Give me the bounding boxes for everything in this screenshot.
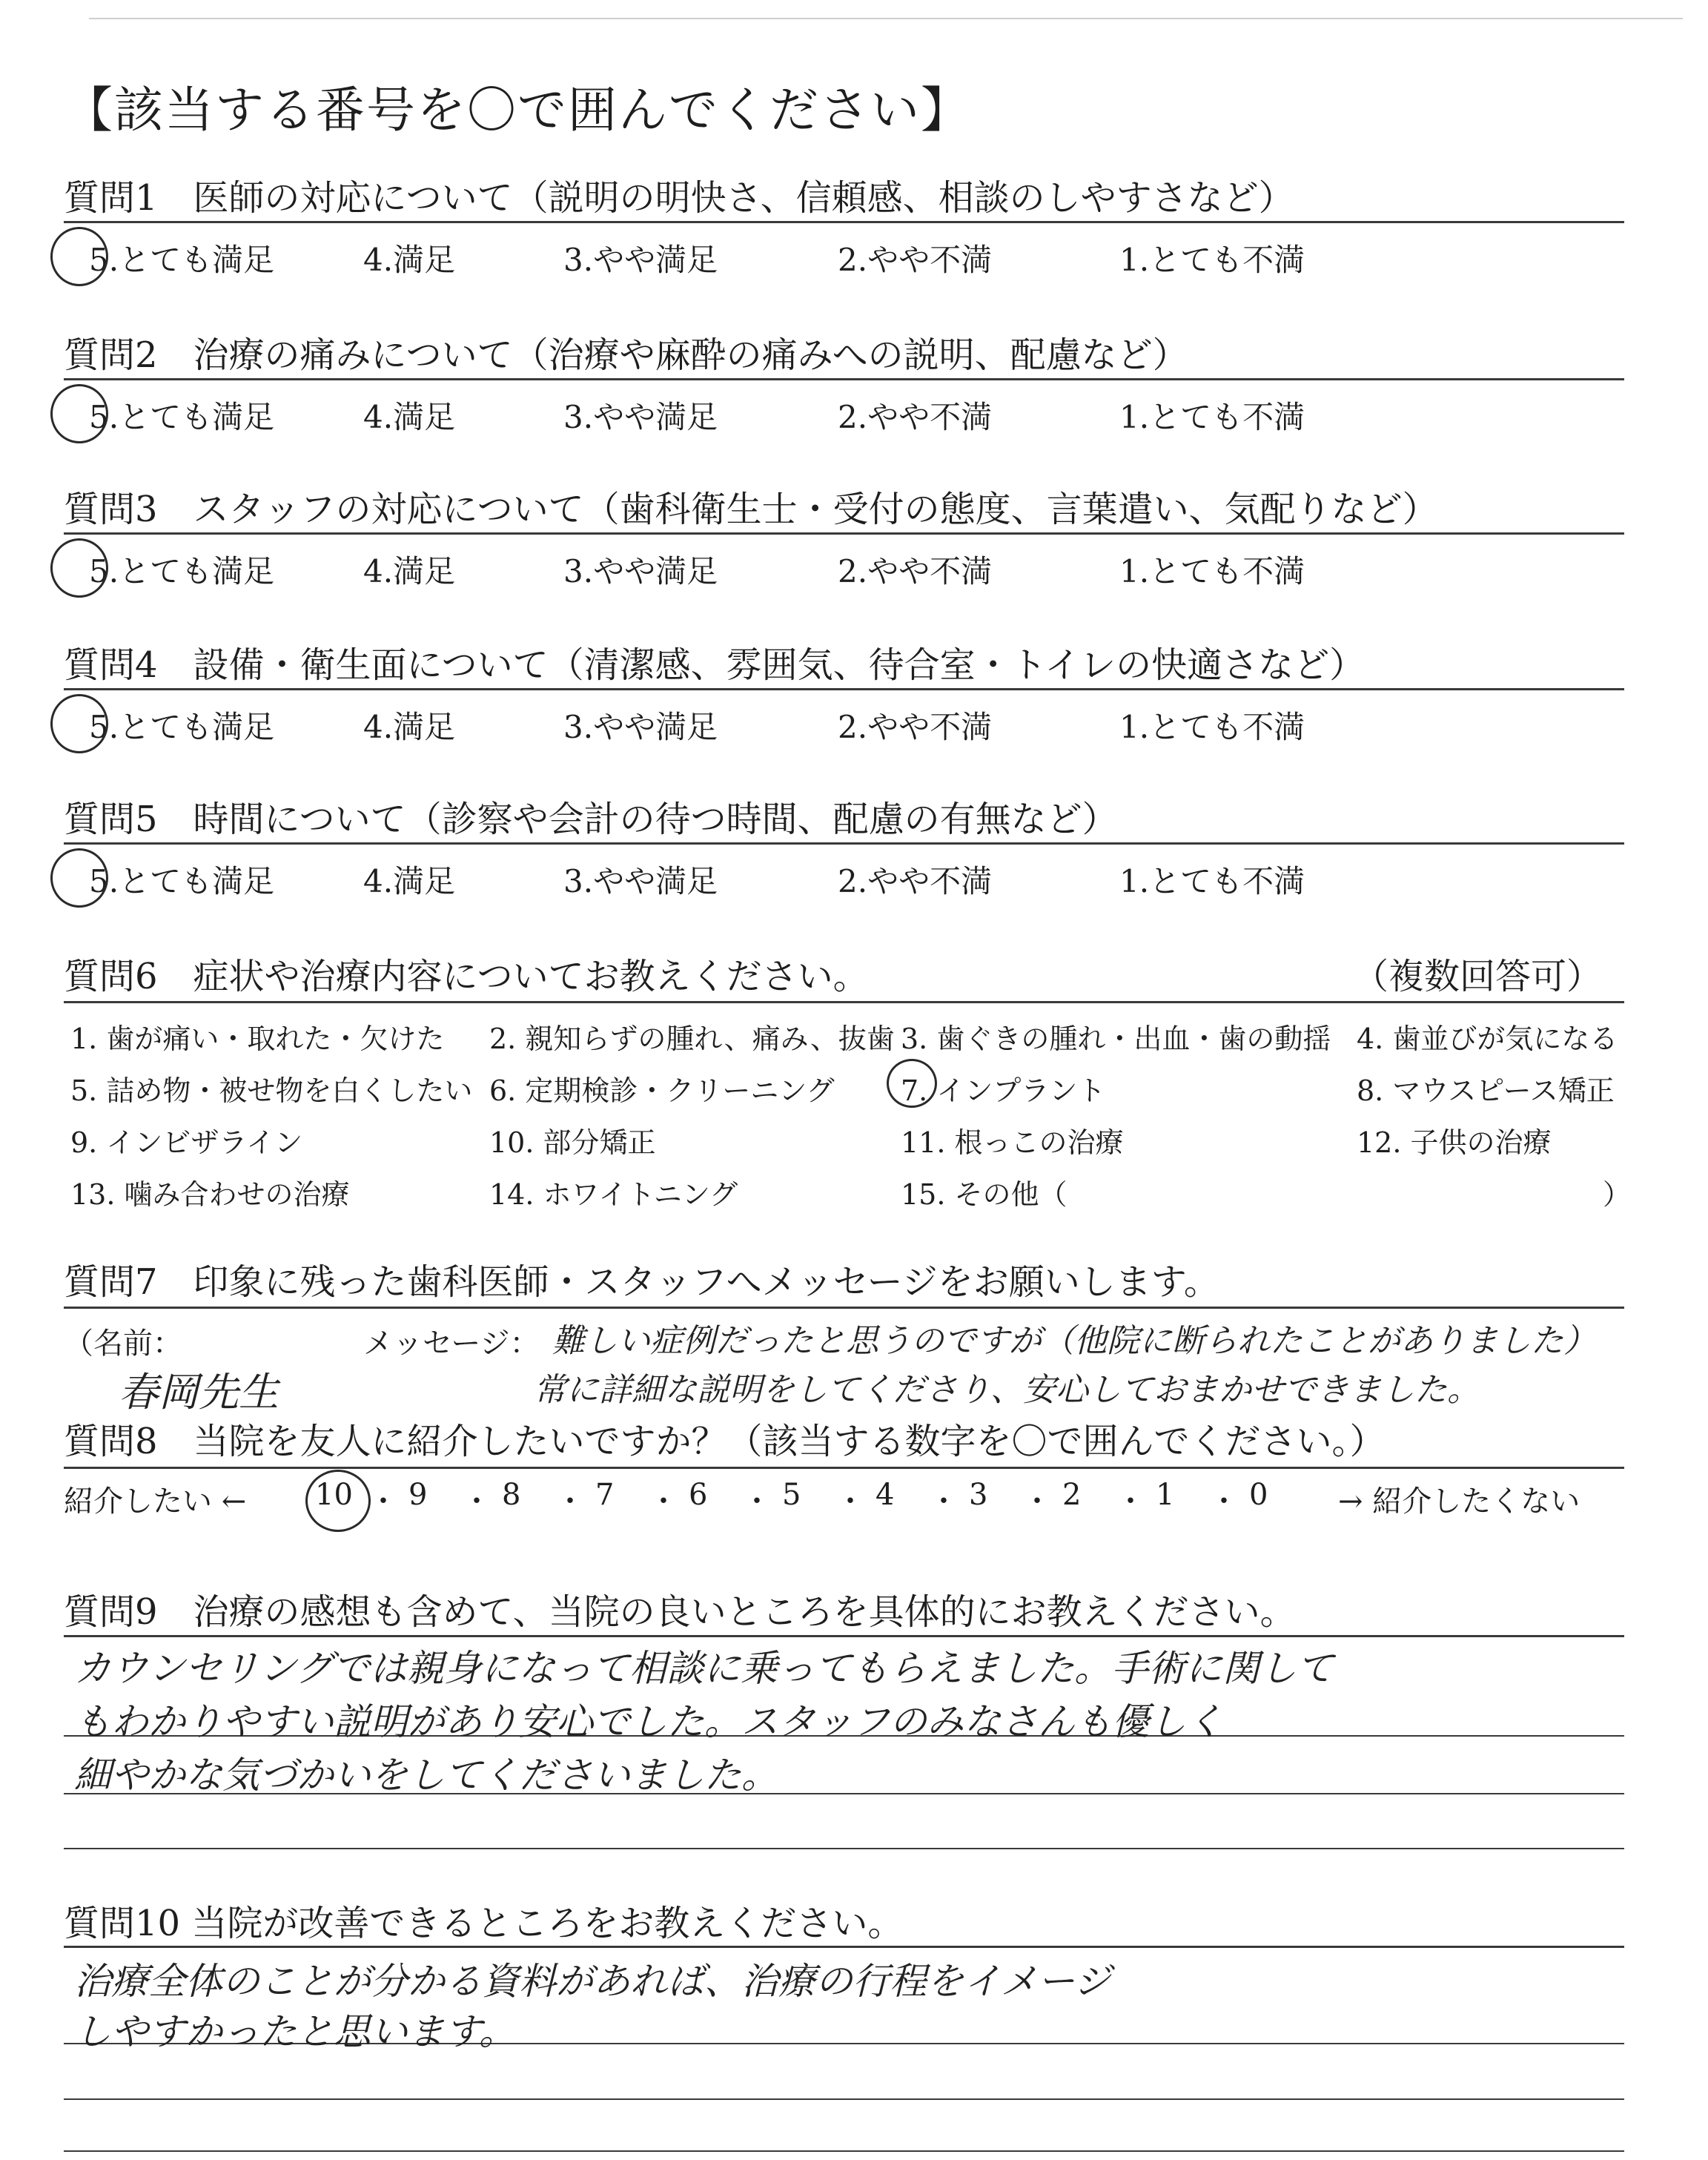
q6-option-6[interactable]: 6. 定期検診・クリーニング xyxy=(489,1074,835,1107)
q8-scale-6[interactable]: 6 xyxy=(689,1478,708,1512)
q9-title: 質問9 治療の感想も含めて、当院の良いところを具体的にお教えください。 xyxy=(64,1591,1296,1633)
q8-left-label: 紹介したい ← xyxy=(64,1484,247,1519)
q7-rule xyxy=(64,1307,1624,1309)
q5-rule xyxy=(64,842,1624,845)
q9-rule-4 xyxy=(64,1848,1624,1849)
q6-option-11[interactable]: 11. 根っこの治療 xyxy=(901,1126,1124,1159)
q9-answer-line-3[interactable]: 細やかな気づかいをしてくださいました。 xyxy=(74,1754,778,1797)
q9-answer-line-1[interactable]: カウンセリングでは親身になって相談に乗ってもらえました。手術に関して xyxy=(74,1647,1334,1690)
q1-title: 質問1 医師の対応について（説明の明快さ、信頼感、相談のしやすさなど） xyxy=(64,177,1294,219)
q5-title: 質問5 時間について（診察や会計の待つ時間、配慮の有無など） xyxy=(64,799,1118,840)
q7-name-value[interactable]: 春岡先生 xyxy=(119,1369,279,1416)
q8-scale-10[interactable]: 10 xyxy=(315,1478,353,1512)
q5-option-2[interactable]: 2.やや不満 xyxy=(838,863,993,899)
q8-separator: ・ xyxy=(929,1484,959,1519)
q8-title: 質問8 当院を友人に紹介したいですか？（該当する数字を〇で囲んでください。） xyxy=(64,1421,1386,1462)
q5-option-4[interactable]: 4.満足 xyxy=(363,863,456,899)
q4-option-5[interactable]: 5.とても満足 xyxy=(89,709,275,745)
q6-option-9[interactable]: 9. インビザライン xyxy=(70,1126,303,1159)
q3-rule xyxy=(64,532,1624,535)
page-heading: 【該当する番号を〇で囲んでください】 xyxy=(64,82,971,139)
q3-selected-circle[interactable] xyxy=(50,538,108,598)
q8-scale-1[interactable]: 1 xyxy=(1156,1478,1175,1512)
q10-answer-line-2[interactable]: しやすかったと思います。 xyxy=(74,2010,516,2053)
q3-option-2[interactable]: 2.やや不満 xyxy=(838,553,993,589)
q6-selected-circle[interactable] xyxy=(887,1059,937,1108)
q10-rule-3 xyxy=(64,2098,1624,2100)
q8-separator: ・ xyxy=(1022,1484,1052,1519)
q6-close-paren: ） xyxy=(1603,1178,1632,1211)
q1-selected-circle[interactable] xyxy=(50,227,108,286)
q10-rule-4 xyxy=(64,2150,1624,2152)
q4-option-4[interactable]: 4.満足 xyxy=(363,709,456,745)
q7-message-line1[interactable]: 難しい症例だったと思うのですが（他院に断られたことがありました） xyxy=(552,1322,1596,1360)
q8-separator: ・ xyxy=(742,1484,772,1519)
q6-option-14[interactable]: 14. ホワイトニング xyxy=(489,1178,738,1211)
q1-rule xyxy=(64,221,1624,223)
q6-option-1[interactable]: 1. 歯が痛い・取れた・欠けた xyxy=(70,1023,445,1055)
q8-separator: ・ xyxy=(1209,1484,1239,1519)
q4-option-2[interactable]: 2.やや不満 xyxy=(838,709,993,745)
q6-option-7[interactable]: 7. インプラント xyxy=(901,1074,1106,1107)
q8-right-label: → 紹介したくない xyxy=(1338,1484,1580,1519)
q8-separator: ・ xyxy=(555,1484,585,1519)
q10-title: 質問10 当院が改善できるところをお教えください。 xyxy=(64,1903,904,1944)
q3-title: 質問3 スタッフの対応について（歯科衛生士・受付の態度、言葉遣い、気配りなど） xyxy=(64,489,1438,530)
q4-option-1[interactable]: 1.とても不満 xyxy=(1119,709,1305,745)
q6-option-2[interactable]: 2. 親知らずの腫れ、痛み、抜歯 xyxy=(489,1023,895,1055)
q3-option-3[interactable]: 3.やや満足 xyxy=(563,553,718,589)
q8-scale-4[interactable]: 4 xyxy=(875,1478,895,1512)
top-border xyxy=(89,18,1683,19)
q5-option-1[interactable]: 1.とても不満 xyxy=(1119,863,1305,899)
q8-separator: ・ xyxy=(462,1484,491,1519)
q1-option-2[interactable]: 2.やや不満 xyxy=(838,242,993,278)
q8-scale-8[interactable]: 8 xyxy=(502,1478,521,1512)
q1-option-3[interactable]: 3.やや満足 xyxy=(563,242,718,278)
q4-rule xyxy=(64,688,1624,690)
q8-scale-7[interactable]: 7 xyxy=(595,1478,615,1512)
q2-option-4[interactable]: 4.満足 xyxy=(363,399,456,435)
q6-option-5[interactable]: 5. 詰め物・被せ物を白くしたい xyxy=(70,1074,473,1107)
q10-answer-line-1[interactable]: 治療全体のことが分かる資料があれば、治療の行程をイメージ xyxy=(74,1960,1111,2003)
q8-scale-5[interactable]: 5 xyxy=(782,1478,801,1512)
q2-option-3[interactable]: 3.やや満足 xyxy=(563,399,718,435)
q8-scale-9[interactable]: 9 xyxy=(408,1478,428,1512)
q7-message-line2[interactable]: 常に詳細な説明をしてくださり、安心しておまかせできました。 xyxy=(534,1371,1480,1409)
q2-option-5[interactable]: 5.とても満足 xyxy=(89,399,275,435)
q7-title: 質問7 印象に残った歯科医師・スタッフへメッセージをお願いします。 xyxy=(64,1261,1219,1303)
q2-selected-circle[interactable] xyxy=(50,384,108,443)
q6-option-15[interactable]: 15. その他（ xyxy=(901,1178,1068,1211)
q3-option-5[interactable]: 5.とても満足 xyxy=(89,553,275,589)
q8-scale-2[interactable]: 2 xyxy=(1062,1478,1082,1512)
q9-answer-line-2[interactable]: もわかりやすい説明があり安心でした。スタッフのみなさんも優しく xyxy=(74,1700,1223,1743)
q2-option-2[interactable]: 2.やや不満 xyxy=(838,399,993,435)
q4-option-3[interactable]: 3.やや満足 xyxy=(563,709,718,745)
q6-title: 質問6 症状や治療内容についてお教えください。 xyxy=(64,956,869,997)
q4-selected-circle[interactable] xyxy=(50,694,108,753)
q6-option-4[interactable]: 4. 歯並びが気になる xyxy=(1357,1023,1618,1055)
q6-rule xyxy=(64,1001,1624,1003)
q2-rule xyxy=(64,378,1624,380)
q8-scale-0[interactable]: 0 xyxy=(1249,1478,1268,1512)
q5-option-5[interactable]: 5.とても満足 xyxy=(89,863,275,899)
q5-selected-circle[interactable] xyxy=(50,848,108,908)
q8-selected-circle[interactable] xyxy=(305,1470,371,1532)
q1-option-1[interactable]: 1.とても不満 xyxy=(1119,242,1305,278)
q6-option-8[interactable]: 8. マウスピース矯正 xyxy=(1357,1074,1615,1107)
q9-rule-1 xyxy=(64,1635,1624,1637)
q10-rule-1 xyxy=(64,1946,1624,1948)
q6-option-3[interactable]: 3. 歯ぐきの腫れ・出血・歯の動揺 xyxy=(901,1023,1331,1055)
q6-option-13[interactable]: 13. 噛み合わせの治療 xyxy=(70,1178,350,1211)
q3-option-1[interactable]: 1.とても不満 xyxy=(1119,553,1305,589)
q6-option-10[interactable]: 10. 部分矯正 xyxy=(489,1126,656,1159)
q8-separator: ・ xyxy=(368,1484,398,1519)
q7-name-label: （名前： xyxy=(64,1327,182,1361)
q2-option-1[interactable]: 1.とても不満 xyxy=(1119,399,1305,435)
q4-title: 質問4 設備・衛生面について（清潔感、雰囲気、待合室・トイレの快適さなど） xyxy=(64,644,1366,686)
q8-separator: ・ xyxy=(1116,1484,1145,1519)
q6-option-12[interactable]: 12. 子供の治療 xyxy=(1357,1126,1552,1159)
q1-option-5[interactable]: 5.とても満足 xyxy=(89,242,275,278)
q7-message-label: メッセージ： xyxy=(363,1327,540,1361)
q8-rule xyxy=(64,1467,1624,1469)
q6-note: （複数回答可） xyxy=(1353,956,1603,997)
q8-separator: ・ xyxy=(835,1484,865,1519)
q8-separator: ・ xyxy=(649,1484,678,1519)
q5-option-3[interactable]: 3.やや満足 xyxy=(563,863,718,899)
q1-option-4[interactable]: 4.満足 xyxy=(363,242,456,278)
q3-option-4[interactable]: 4.満足 xyxy=(363,553,456,589)
q8-scale-3[interactable]: 3 xyxy=(969,1478,988,1512)
q2-title: 質問2 治療の痛みについて（治療や麻酔の痛みへの説明、配慮など） xyxy=(64,334,1188,376)
